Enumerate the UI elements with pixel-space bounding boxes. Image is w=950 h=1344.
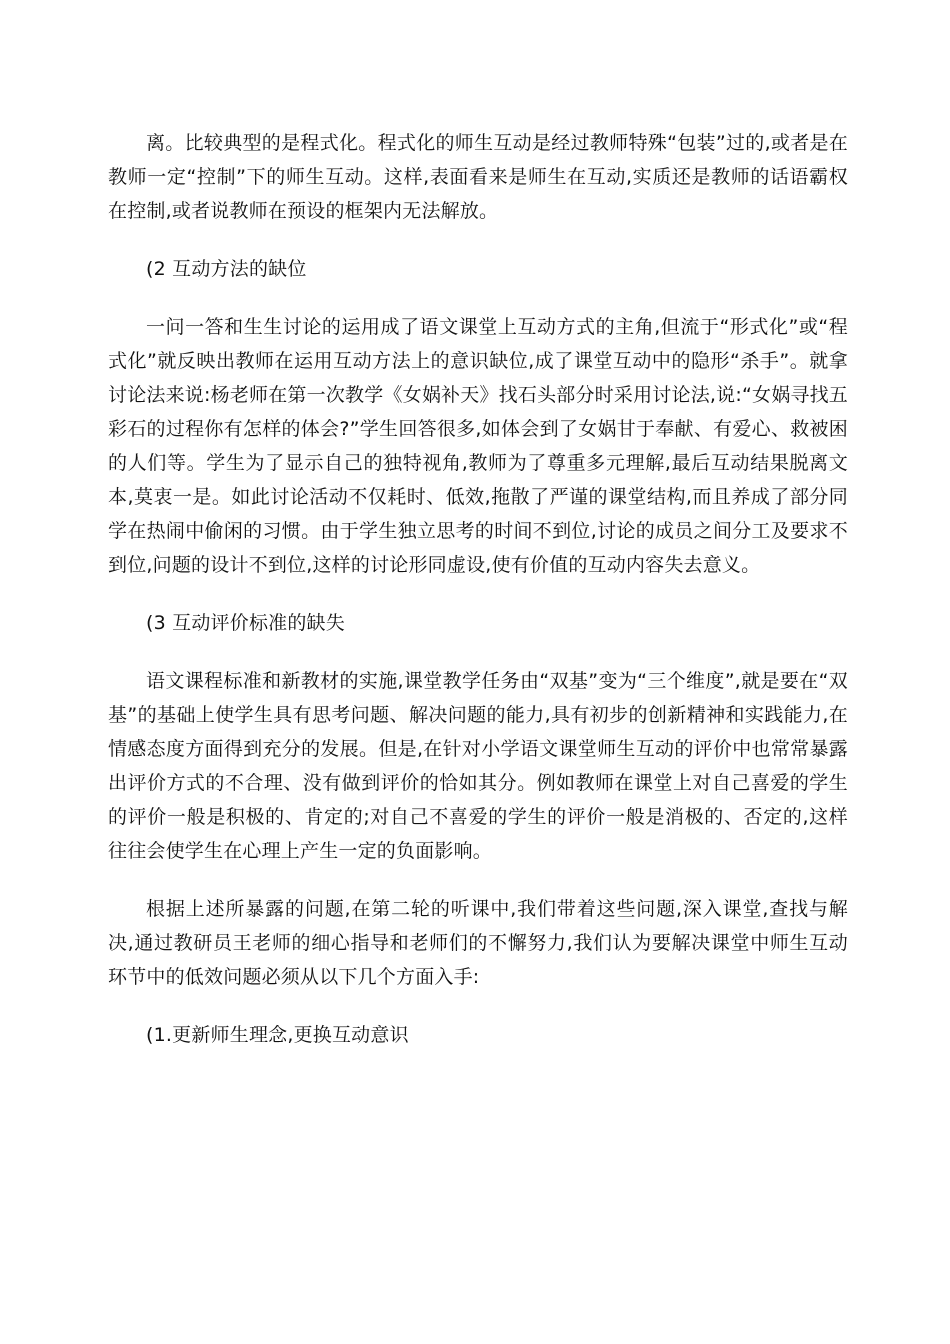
paragraph-solutions-intro: 根据上述所暴露的问题,在第二轮的听课中,我们带着这些问题,深入课堂,查找与解决,通过教研员王老师的细心指导和老师们的不懈努力,我们认为要解决课堂中师生互动环节中的低效问题必须从以下几个方面入手: (108, 898, 848, 988)
paragraph-discussion-method: 一问一答和生生讨论的运用成了语文课堂上互动方式的主角,但流于“形式化”或“程式化”就反映出教师在运用互动方法上的意识缺位,成了课堂互动中的隐形“杀手”。就拿讨论法来说:杨老师在第一次教学《女娲补天》找石头部分时采用讨论法,说:“女娲寻找五彩石的过程你有怎样的体会?”学生回答很多,如体会到了女娲甘于奉献、有爱心、救被困的人们等。学生为了显示自己的独特视角,教师为了尊重多元理解,最后互动结果脱离文本,莫衷一是。如此讨论活动不仅耗时、低效,拖散了严谨的课堂结构,而且养成了部分同学在热闹中偷闲的习惯。由于学生独立思考的时间不到位,讨论的成员之间分工及要求不到位,问题的设计不到位,这样的讨论形同虚设,使有价值的互动内容失去意义。 (108, 316, 848, 576)
paragraph-gap (108, 868, 848, 892)
document-body (108, 126, 848, 1052)
paragraph-gap (108, 228, 848, 252)
heading-evaluation-standard-absence: (3 互动评价标准的缺失 (146, 612, 345, 634)
paragraph-formalized-interaction: 离。比较典型的是程式化。程式化的师生互动是经过教师特殊“包装”过的,或者是在教师一定“控制”下的师生互动。这样,表面看来是师生在互动,实质还是教师的话语霸权在控制,或者说教师在预设的框架内无法解放。 (108, 132, 848, 222)
heading-update-concepts: (1.更新师生理念,更换互动意识 (146, 1024, 409, 1046)
paragraph-gap (108, 286, 848, 310)
paragraph-gap (108, 582, 848, 606)
heading-interaction-method-absence: (2 互动方法的缺位 (146, 258, 307, 280)
paragraph-gap (108, 640, 848, 664)
paragraph-curriculum-evaluation: 语文课程标准和新教材的实施,课堂教学任务由“双基”变为“三个维度”,就是要在“双基”的基础上使学生具有思考问题、解决问题的能力,具有初步的创新精神和实践能力,在情感态度方面得到充分的发展。但是,在针对小学语文课堂师生互动的评价中也常常暴露出评价方式的不合理、没有做到评价的恰如其分。例如教师在课堂上对自己喜爱的学生的评价一般是积极的、肯定的;对自己不喜爱的学生的评价一般是消极的、否定的,这样往往会使学生在心理上产生一定的负面影响。 (108, 670, 848, 862)
paragraph-gap (108, 994, 848, 1018)
